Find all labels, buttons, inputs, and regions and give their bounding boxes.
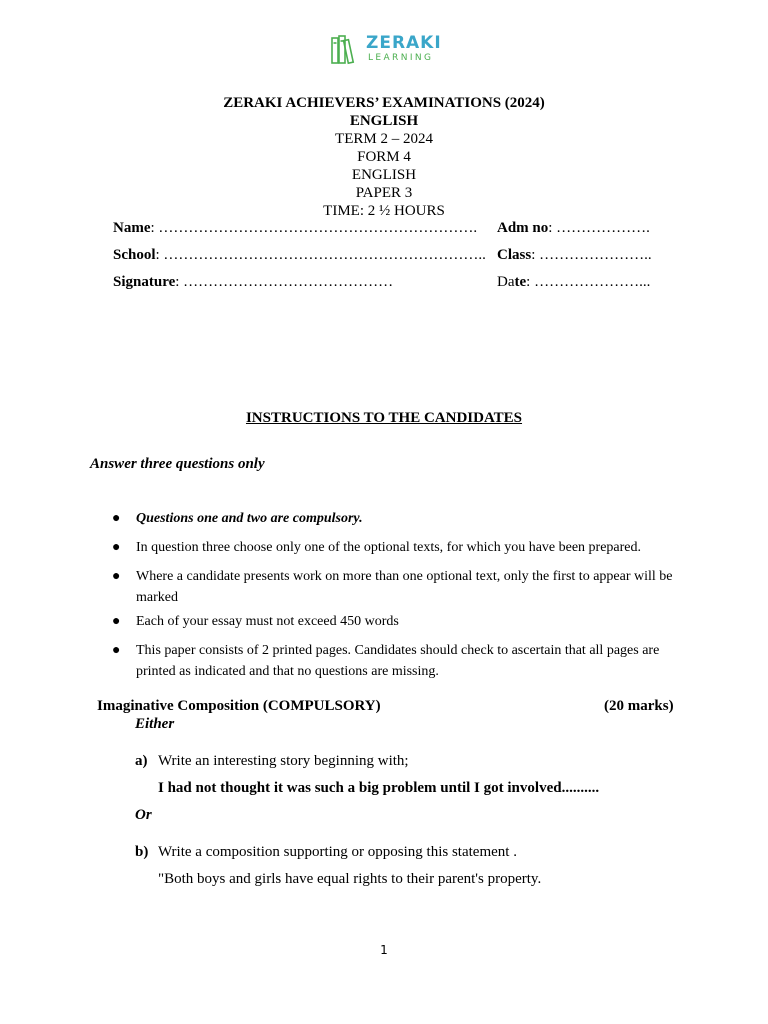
class-dots: : ………………….. <box>531 247 652 263</box>
question-b-quote: "Both boys and girls have equal rights to their parent's property. <box>158 871 542 887</box>
adm-no-field[interactable] <box>497 219 650 237</box>
bullet-icon: ● <box>112 643 121 658</box>
form-line: FORM 4 <box>357 149 411 165</box>
adm-no-dots: : ………………. <box>548 220 650 236</box>
instruction-text: In question three choose only one of the optional texts, for which you have been prepared. <box>136 540 642 555</box>
page-number: 1 <box>380 943 388 957</box>
signature-label: Signature <box>113 274 176 290</box>
time-line: TIME: 2 ½ HOURS <box>323 203 445 219</box>
books-icon <box>330 34 362 71</box>
bullet-icon: ● <box>112 569 121 584</box>
subject-line: ENGLISH <box>351 167 417 183</box>
section-marks: (20 marks) <box>604 698 674 714</box>
question-b-text: Write a composition supporting or opposing this statement . <box>158 844 517 860</box>
signature-field[interactable] <box>113 273 393 291</box>
bullet-icon: ● <box>112 540 121 555</box>
date-field[interactable] <box>497 273 650 291</box>
instruction-text: Where a candidate presents work on more than one optional text, only the first to appear will be marked <box>136 569 673 605</box>
paper-line: PAPER 3 <box>355 185 413 201</box>
logo-brand-text: ZERAKI <box>366 33 442 53</box>
bullet-icon: ● <box>112 614 121 629</box>
exam-title: ZERAKI ACHIEVERS’ EXAMINATIONS (2024) <box>223 95 545 111</box>
section-title: Imaginative Composition (COMPULSORY) <box>97 698 381 714</box>
name-dots: : ………………………………………………………. <box>150 220 478 236</box>
question-a-label: a) <box>135 753 148 769</box>
signature-dots: : …………………………………… <box>175 274 394 290</box>
question-a-quote: I had not thought it was such a big problem until I got involved.......... <box>158 780 600 796</box>
class-field[interactable] <box>497 246 652 264</box>
term-line: TERM 2 – 2024 <box>335 131 433 147</box>
either-label: Either <box>135 716 175 732</box>
subject-title: ENGLISH <box>349 113 419 129</box>
or-label: Or <box>135 807 152 823</box>
date-dots: : …………………... <box>526 274 651 290</box>
adm-no-label: Adm no <box>497 220 549 236</box>
class-label: Class <box>497 247 532 263</box>
name-label: Name <box>113 220 151 236</box>
name-field[interactable] <box>113 219 477 237</box>
instructions-lead: Answer three questions only <box>90 456 265 472</box>
zeraki-logo <box>330 34 442 66</box>
instruction-text: Questions one and two are compulsory. <box>136 511 363 526</box>
school-label: School <box>113 247 156 263</box>
bullet-icon: ● <box>112 511 121 526</box>
school-field[interactable] <box>113 246 486 264</box>
date-label-b: te <box>514 274 527 290</box>
instruction-text: This paper consists of 2 printed pages. Candidates should check to ascertain that all pages are printed as indicated and that no questions are missing. <box>136 643 660 679</box>
question-a-text: Write an interesting story beginning with; <box>158 753 409 769</box>
date-label-a: Da <box>497 274 515 290</box>
instructions-title: INSTRUCTIONS TO THE CANDIDATES <box>245 410 523 426</box>
instruction-text: Each of your essay must not exceed 450 words <box>136 614 399 629</box>
school-dots: : ……………………………………………………….. <box>155 247 486 263</box>
question-b-label: b) <box>135 844 149 860</box>
logo-sub-text: LEARNING <box>368 53 434 63</box>
